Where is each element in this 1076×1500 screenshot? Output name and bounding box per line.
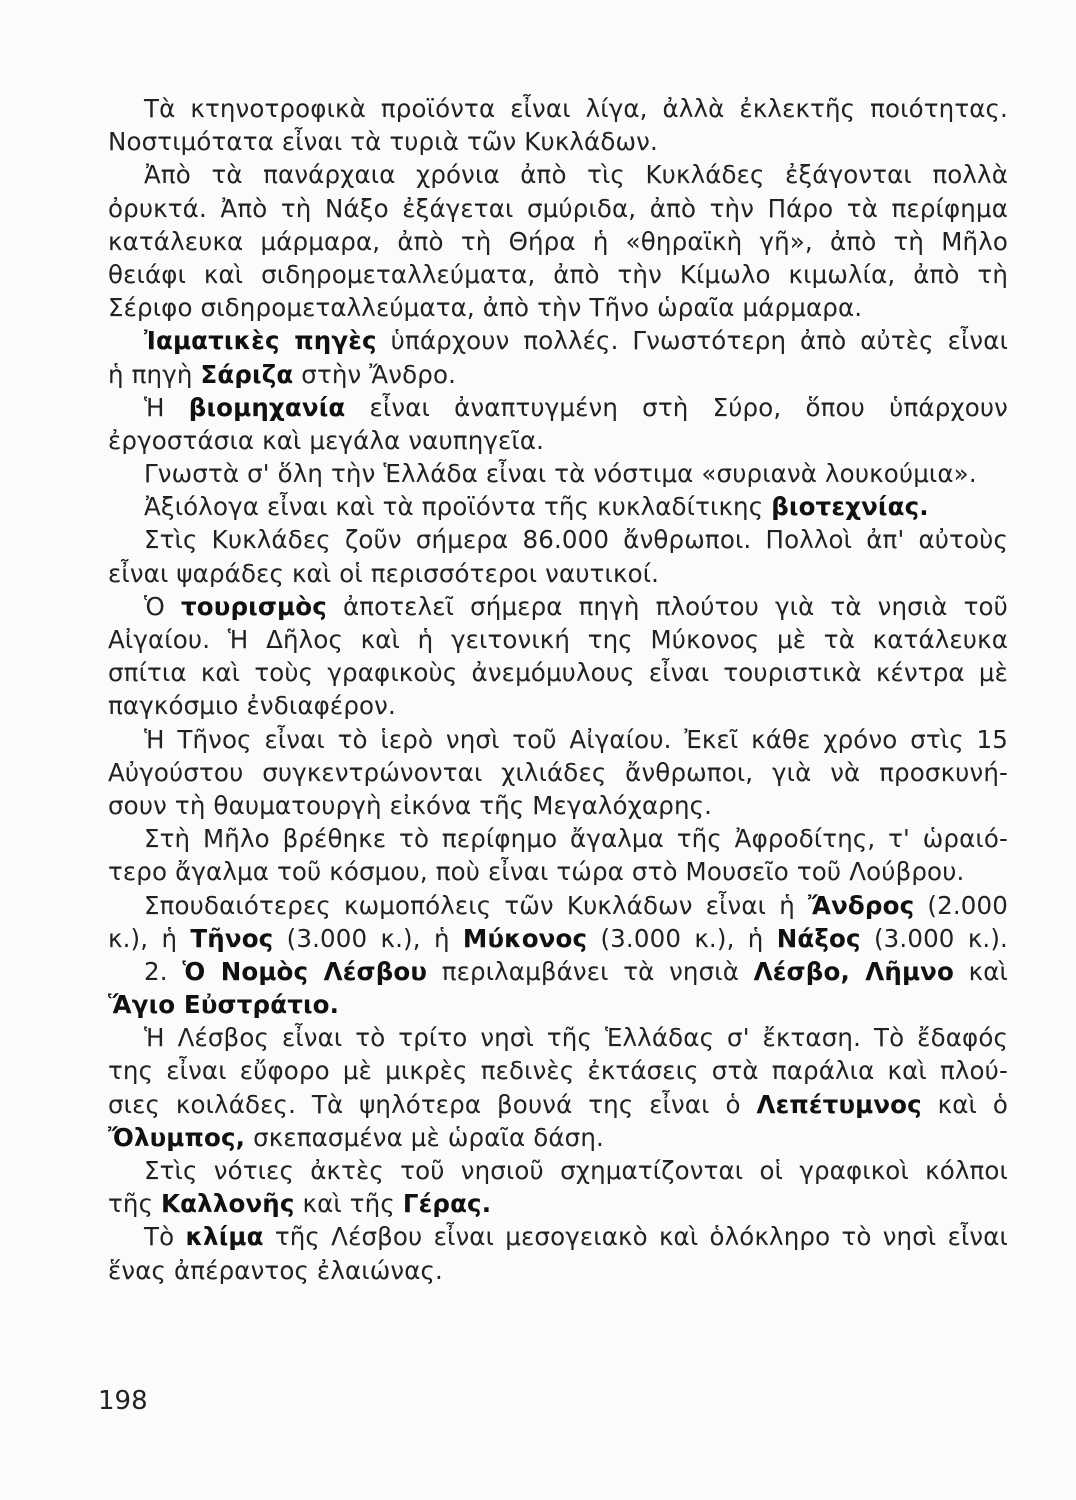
text-segment: Αὐγούστου συγκεντρώνονται χιλιάδες ἄνθρωποι, γιὰ νὰ προσκυνή- <box>108 757 1008 787</box>
text-line <box>108 1088 1008 1121</box>
text-segment: περιλαμβάνει τὰ νησιὰ <box>427 956 754 986</box>
bold-term: Νάξος <box>776 923 861 953</box>
bold-term: Καλλονῆς <box>161 1189 295 1219</box>
text-line <box>108 789 1008 822</box>
text-line <box>108 756 1008 789</box>
text-segment: Ὁ <box>144 591 181 621</box>
text-segment: σιες κοιλάδες. Τὰ ψηλότερα βουνά της εἶναι ὁ <box>108 1089 757 1119</box>
text-line <box>108 523 1008 556</box>
text-line <box>108 1021 1008 1054</box>
text-line <box>108 1054 1008 1087</box>
text-segment: καὶ ὁ <box>921 1089 1008 1119</box>
bold-term: Ὄλυμπος, <box>108 1122 246 1152</box>
text-line <box>108 1220 1008 1253</box>
text-segment: ὀρυκτά. Ἀπὸ τὴ Νάξο ἐξάγεται σμύριδα, ἀπὸ τὴν Πάρο τὰ περίφημα <box>108 193 1008 223</box>
text-line <box>108 457 1008 490</box>
text-line <box>108 557 1008 590</box>
text-segment: 2. <box>144 956 183 986</box>
text-segment: σπίτια καὶ τοὺς γραφικοὺς ἀνεμόμυλους εἶναι τουριστικὰ κέντρα μὲ <box>108 658 1008 688</box>
text-line <box>108 955 1008 988</box>
bold-term: Ἰαματικὲς πηγὲς <box>144 326 377 356</box>
page-body <box>108 92 1008 1287</box>
text-segment: Ἡ Λέσβος εἶναι τὸ τρίτο νησὶ τῆς Ἑλλάδας σ' ἔκταση. Τὸ ἔδαφός <box>144 1023 1008 1053</box>
text-segment: (3.000 κ.), ἡ <box>273 923 463 953</box>
text-line <box>108 391 1008 424</box>
text-segment: Ἡ Τῆνος εἶναι τὸ ἱερὸ νησὶ τοῦ Αἰγαίου. Ἐκεῖ κάθε χρόνο στὶς 15 <box>144 724 1008 754</box>
text-line <box>108 358 1008 391</box>
text-segment: Σπουδαιότερες κωμοπόλεις τῶν Κυκλάδων εἶναι ἡ <box>144 890 809 920</box>
bold-term: βιοτεχνίας. <box>771 492 929 522</box>
text-segment: ἕνας ἀπέραντος ἐλαιώνας. <box>108 1255 443 1285</box>
text-segment: κατάλευκα μάρμαρα, ἀπὸ τὴ Θήρα ἡ «θηραϊκὴ γῆ», ἀπὸ τὴ Μῆλο <box>108 226 1008 256</box>
bold-term: βιομηχανία <box>188 392 346 422</box>
text-segment: Στὶς Κυκλάδες ζοῦν σήμερα 86.000 ἄνθρωποι. Πολλοὶ ἀπ' αὐτοὺς <box>144 525 1008 555</box>
bold-term: Λέσβο, Λῆμνο <box>753 956 954 986</box>
text-line <box>108 1154 1008 1187</box>
text-segment: (3.000 κ.). <box>860 923 1008 953</box>
text-segment: Τὸ <box>144 1222 186 1252</box>
text-line <box>108 324 1008 357</box>
bold-term: Ἅγιο Εὐστράτιο. <box>108 990 340 1020</box>
bold-term: Ἄνδρος <box>808 890 915 920</box>
text-segment: ἀποτελεῖ σήμερα πηγὴ πλούτου γιὰ τὰ νησιὰ τοῦ <box>326 591 1009 621</box>
text-line <box>108 623 1008 656</box>
text-segment: Σέριφο σιδηρομεταλλεύματα, ἀπὸ τὴν Τῆνο ὡραῖα μάρμαρα. <box>108 293 863 323</box>
text-line <box>108 92 1008 125</box>
text-segment: εἶναι ψαράδες καὶ οἱ περισσότεροι ναυτικοί. <box>108 558 660 588</box>
page-number: 198 <box>98 1386 148 1416</box>
text-segment: Στὶς νότιες ἀκτὲς τοῦ νησιοῦ σχηματίζονται οἱ γραφικοὶ κόλποι <box>144 1156 1008 1185</box>
text-line <box>108 291 1008 324</box>
text-segment: Γνωστὰ σ' ὅλη τὴν Ἑλλάδα εἶναι τὰ νόστιμα «συριανὰ λουκούμια». <box>144 459 977 489</box>
text-segment: εἶναι ἀναπτυγμένη στὴ Σύρο, ὅπου ὑπάρχουν <box>345 392 1009 422</box>
text-segment: Νοστιμότατα εἶναι τὰ τυριὰ τῶν Κυκλάδων. <box>108 127 658 157</box>
text-segment: (3.000 κ.), ἡ <box>587 923 777 953</box>
text-segment: Στὴ Μῆλο βρέθηκε τὸ περίφημο ἄγαλμα τῆς Ἀφροδίτης, τ' ὡραιό- <box>144 824 1008 854</box>
text-line <box>108 125 1008 158</box>
text-line <box>108 889 1008 922</box>
text-segment: κ.), ἡ <box>108 923 191 953</box>
bold-term: Ὁ Νομὸς Λέσβου <box>182 956 428 986</box>
bold-term: τουρισμὸς <box>180 591 327 621</box>
bold-term: Γέρας. <box>402 1189 492 1219</box>
text-line <box>108 656 1008 689</box>
text-line <box>108 822 1008 855</box>
bold-term: κλίμα <box>185 1222 264 1252</box>
text-segment: Ἀπὸ τὰ πανάρχαια χρόνια ἀπὸ τὶς Κυκλάδες ἐξάγονται πολλὰ <box>144 160 1008 190</box>
text-segment: Τὰ κτηνοτροφικὰ προϊόντα εἶναι λίγα, ἀλλὰ ἐκλεκτῆς ποιότητας. <box>144 94 1008 123</box>
text-segment: στὴν Ἄνδρο. <box>293 359 457 389</box>
text-segment: τῆς Λέσβου εἶναι μεσογειακὸ καὶ ὁλόκληρο τὸ νησὶ εἶναι <box>263 1222 1008 1252</box>
text-line <box>108 1254 1008 1287</box>
text-line <box>108 225 1008 258</box>
text-line <box>108 192 1008 225</box>
text-line <box>108 689 1008 722</box>
text-line <box>108 1121 1008 1154</box>
bold-term: Λεπέτυμνος <box>756 1089 922 1119</box>
text-segment: παγκόσμιο ἐνδιαφέρον. <box>108 691 396 721</box>
text-segment: (2.000 <box>914 890 1008 920</box>
text-line <box>108 988 1008 1021</box>
text-segment: Ἀξιόλογα εἶναι καὶ τὰ προϊόντα τῆς κυκλαδίτικης <box>144 492 772 522</box>
bold-term: Σάριζα <box>200 359 294 389</box>
text-segment: ὑπάρχουν πολλές. Γνωστότερη ἀπὸ αὐτὲς εἶναι <box>376 326 1009 356</box>
text-segment: σκεπασμένα μὲ ὡραῖα δάση. <box>245 1122 604 1152</box>
text-line <box>108 855 1008 888</box>
text-segment: καὶ <box>954 956 1008 986</box>
text-segment: σουν τὴ θαυματουργὴ εἰκόνα τῆς Μεγαλόχαρης. <box>108 790 713 820</box>
text-line <box>108 922 1008 955</box>
text-segment: της εἶναι εὔφορο μὲ μικρὲς πεδινὲς ἐκτάσεις στὰ παράλια καὶ πλού- <box>108 1056 1008 1086</box>
text-segment: θειάφι καὶ σιδηρομεταλλεύματα, ἀπὸ τὴν Κίμωλο κιμωλία, ἀπὸ τὴ <box>108 259 1008 289</box>
text-segment: Αἰγαίου. Ἡ Δῆλος καὶ ἡ γειτονική της Μύκονος μὲ τὰ κατάλευκα <box>108 625 1008 654</box>
text-line <box>108 590 1008 623</box>
text-segment: καὶ τῆς <box>294 1189 403 1219</box>
text-segment: Ἡ <box>144 392 189 422</box>
text-segment: ἡ πηγὴ <box>108 359 201 389</box>
text-line <box>108 723 1008 756</box>
text-line <box>108 1187 1008 1220</box>
text-segment: τερο ἄγαλμα τοῦ κόσμου, ποὺ εἶναι τώρα στὸ Μουσεῖο τοῦ Λούβρου. <box>108 857 965 887</box>
text-segment: ἐργοστάσια καὶ μεγάλα ναυπηγεῖα. <box>108 425 545 455</box>
bold-term: Μύκονος <box>462 923 588 953</box>
bold-term: Τῆνος <box>190 923 274 953</box>
text-line <box>108 258 1008 291</box>
text-segment: τῆς <box>108 1189 162 1219</box>
text-line <box>108 424 1008 457</box>
text-line <box>108 158 1008 191</box>
text-line <box>108 490 1008 523</box>
